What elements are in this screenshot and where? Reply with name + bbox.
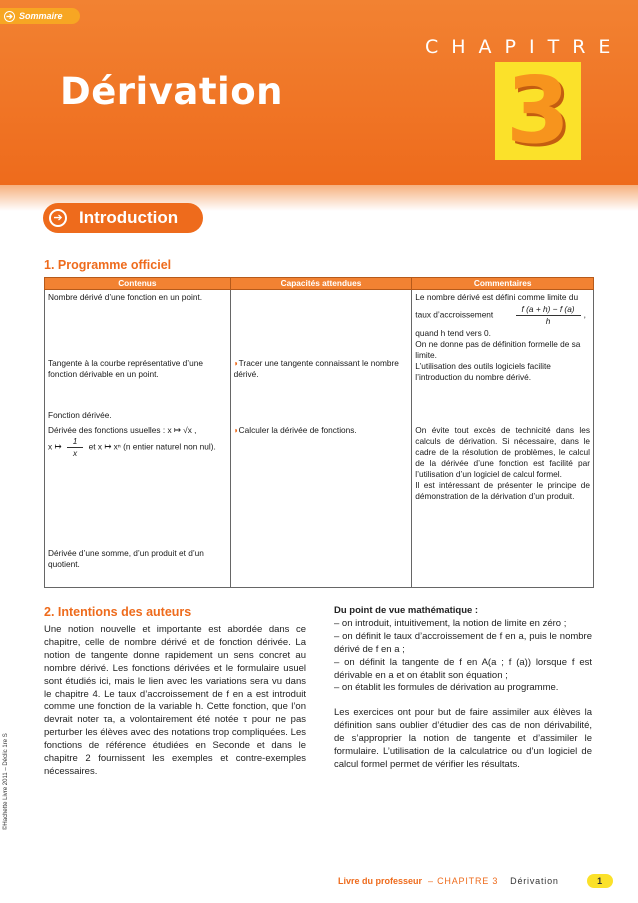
fraction xyxy=(516,304,581,327)
table-row xyxy=(45,408,594,588)
footer-book: Livre du professeur xyxy=(338,876,423,886)
cell-text: Fonction dérivée. xyxy=(48,409,112,420)
capacity-text: Calculer la dérivée de fonctions. xyxy=(238,424,357,435)
fraction-denominator: x xyxy=(72,447,78,458)
fraction-numerator: f (a + h) − f (a) xyxy=(516,304,581,316)
fraction xyxy=(67,436,84,459)
table-cell xyxy=(45,408,231,588)
cell-text: Le nombre dérivé est défini comme limite du xyxy=(415,292,579,302)
cell-text: quand h tend vers 0. xyxy=(415,328,491,338)
bullet-icon: ◗ xyxy=(233,424,239,435)
programme-table xyxy=(44,277,594,588)
introduction-banner xyxy=(43,203,203,233)
paragraph-heading: Du point de vue mathématique : xyxy=(334,605,479,616)
page-number: 1 xyxy=(587,874,613,888)
chapter-number: 3 xyxy=(505,57,570,164)
formula-label: taux d’accroissement xyxy=(415,309,494,320)
sommaire-link[interactable] xyxy=(0,8,80,24)
sommaire-label: Sommaire xyxy=(19,11,63,21)
page-footer xyxy=(338,874,613,888)
section-title-programme: 1. Programme officiel xyxy=(44,258,172,272)
table-cell xyxy=(230,408,412,588)
cell-text xyxy=(234,425,409,436)
cell-text: L’utilisation des outils logiciels facilite l’introduction du nombre dérivé. xyxy=(415,361,551,382)
table-cell xyxy=(412,408,594,588)
column-header: Contenus xyxy=(45,278,231,290)
column-header: Capacités attendues xyxy=(230,278,412,290)
fraction-numerator: 1 xyxy=(67,436,84,448)
cell-text: Dérivée d’une somme, d’un produit et d’un quotient. xyxy=(48,547,204,569)
paragraph-text: Une notion nouvelle et importante est abordée dans ce chapitre, celle de nombre dérivé et de fonction dérivée. La notion de tangente donne rapidement un sens concret au nombre dérivé. Les fonctions dérivées et le formulaire usuel sont étudiés ici, mais le lien avec les variations sera vu dans le chapitre 4. Le taux d’accroissement de f en a est introduit comme une fonction de la variable h. Cette fonction, que l’on devrait noter τa, a volontairement été notée τ pour ne pas perturber les élèves avec des notations trop compliquées. Les fonctions de référence étudiées en Seconde et dans le chapitre 2 fournissent les exemples et contre-exemples nécessaires. xyxy=(44,624,306,777)
table-cell xyxy=(45,290,231,408)
cell-text: Dérivée des fonctions usuelles : x ↦ √x , xyxy=(48,424,197,435)
footer-topic: Dérivation xyxy=(510,876,559,886)
table-row xyxy=(45,290,594,408)
chapter-number-box xyxy=(495,57,581,164)
cell-text: Il est intéressant de présenter le principe de démonstration de la dérivation d’un produit. xyxy=(415,479,590,501)
copyright-credit: ©Hachette Livre 2011 – Déclic 1re S xyxy=(3,733,9,830)
cell-text-line xyxy=(48,436,227,548)
arrow-right-icon: ➔ xyxy=(4,11,15,22)
list-item: – on définit la tangente de f en A(a ; f (a)) lorsque f est dérivable en a et on établit son équation ; xyxy=(334,656,592,681)
formula-line: taux d’accroissement $\frac{f (a + h) - f (a)}{h}$ , xyxy=(415,304,586,326)
footer-chapter: – CHAPITRE 3 xyxy=(428,876,499,886)
bullet-icon: ◗ xyxy=(233,358,239,368)
cell-text xyxy=(234,358,409,380)
cell-text: x ↦ xyxy=(48,441,62,452)
chapter-word: CHAPITRE xyxy=(425,36,624,58)
section-title-intentions: 2. Intentions des auteurs xyxy=(44,605,192,619)
cell-text: On évite tout excès de technicité dans les calculs de dérivation. Si nécessaire, dans le cadre de la résolution de problèmes, le calcul de la dérivée d’une fonction est facilité par l’utilisation d’un logiciel de calcul formel. xyxy=(415,424,590,479)
list-item: – on établit les formules de dérivation au programme. xyxy=(334,682,559,694)
intentions-left-paragraph xyxy=(44,624,306,779)
cell-text: Tangente à la courbe représentative d’une fonction dérivable en un point. xyxy=(48,358,203,379)
table-cell xyxy=(412,290,594,408)
capacity-text: Tracer une tangente connaissant le nombre dérivé. xyxy=(233,358,399,379)
cell-text: et x ↦ xⁿ (n entier naturel non nul). xyxy=(88,441,216,452)
list-item: – on introduit, intuitivement, la notion de limite en zéro ; xyxy=(334,617,567,629)
page-title: Dérivation xyxy=(60,70,283,113)
column-header: Commentaires xyxy=(412,278,594,290)
table-header-row xyxy=(45,278,594,290)
paragraph-text: Les exercices ont pour but de faire assimiler aux élèves la définition sans oublier d’étudier des cas de non dérivabilité, de s’approprier la notion de tangente et d’assimiler le formulaire. L’utilisation de la calculatrice ou d’un logiciel de calcul formel permet de vérifier les résultats. xyxy=(334,707,592,770)
arrow-right-icon: ➔ xyxy=(49,209,67,227)
table-cell xyxy=(230,290,412,408)
list-item: – on définit le taux d’accroissement de f en a, puis le nombre dérivé de f en a ; xyxy=(334,630,592,655)
cell-text: Nombre dérivé d’une fonction en un point. xyxy=(48,292,203,302)
intentions-right-column xyxy=(334,605,592,772)
cell-text: On ne donne pas de définition formelle de sa limite. xyxy=(415,339,581,360)
fraction-denominator: h xyxy=(545,316,551,326)
introduction-label: Introduction xyxy=(79,208,179,227)
